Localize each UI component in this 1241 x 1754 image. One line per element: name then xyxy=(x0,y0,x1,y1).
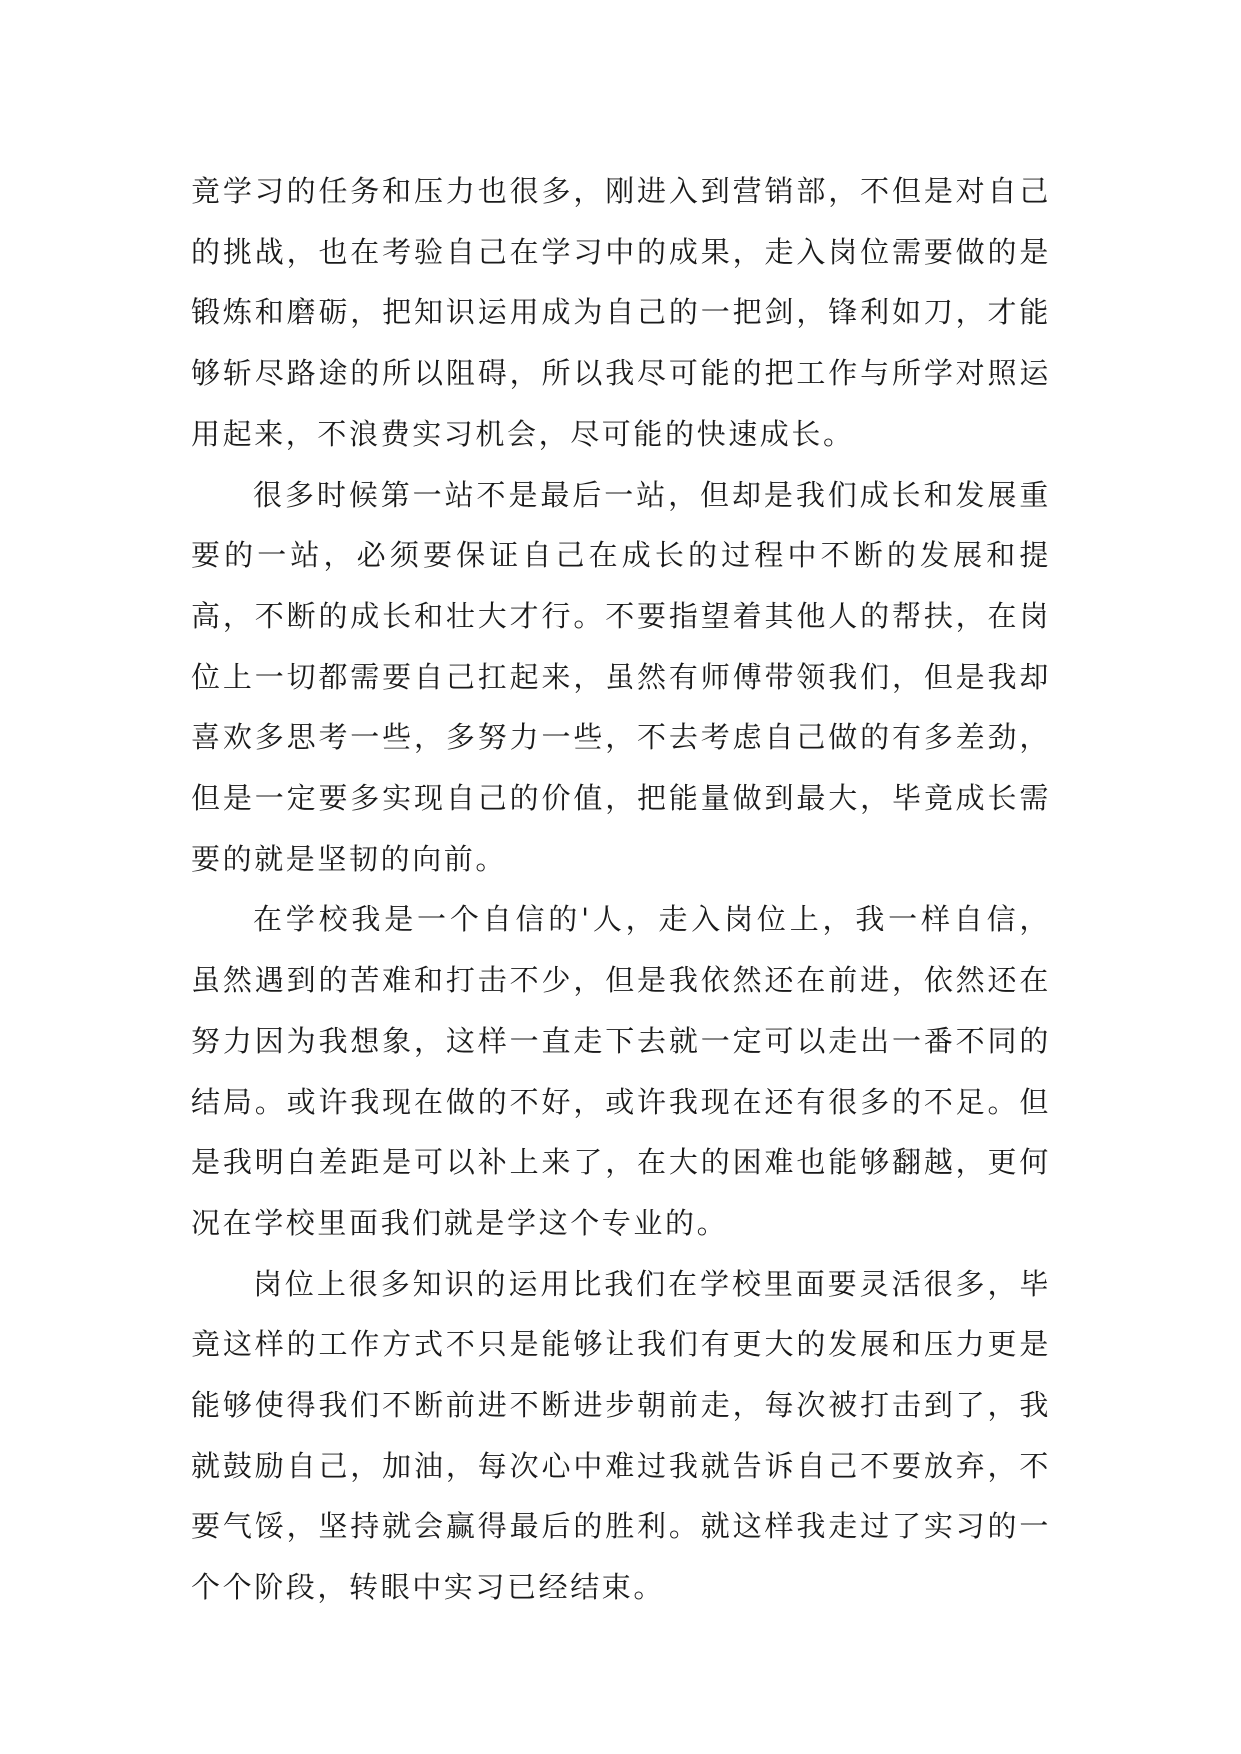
paragraph-3: 在学校我是一个自信的'人，走入岗位上，我一样自信，虽然遇到的苦难和打击不少，但是我依然还在前进，依然还在努力因为我想象，这样一直走下去就一定可以走出一番不同的结局。或许我现在做的不好，或许我现在还有很多的不足。但是我明白差距是可以补上来了，在大的困难也能够翻越，更何况在学校里面我们就是学这个专业的。 xyxy=(191,902,1051,1240)
paragraph-1: 竟学习的任务和压力也很多，刚进入到营销部，不但是对自己的挑战，也在考验自己在学习中的成果，走入岗位需要做的是锻炼和磨砺，把知识运用成为自己的一把剑，锋利如刀，才能够斩尽路途的所以阻碍，所以我尽可能的把工作与所学对照运用起来，不浪费实习机会，尽可能的快速成长。 xyxy=(191,174,1051,451)
paragraph-4: 岗位上很多知识的运用比我们在学校里面要灵活很多，毕竟这样的工作方式不只是能够让我们有更大的发展和压力更是能够使得我们不断前进不断进步朝前走，每次被打击到了，我就鼓励自己，加油，每次心中难过我就告诉自己不要放弃，不要气馁，坚持就会赢得最后的胜利。就这样我走过了实习的一个个阶段，转眼中实习已经结束。 xyxy=(191,1266,1051,1605)
paragraph-2: 很多时候第一站不是最后一站，但却是我们成长和发展重要的一站，必须要保证自己在成长的过程中不断的发展和提高，不断的成长和壮大才行。不要指望着其他人的帮扶，在岗位上一切都需要自己扛起来，虽然有师傅带领我们，但是我却喜欢多思考一些，多努力一些，不去考虑自己做的有多差劲，但是一定要多实现自己的价值，把能量做到最大，毕竟成长需要的就是坚韧的向前。 xyxy=(191,477,1051,876)
body-text xyxy=(191,161,1051,1618)
